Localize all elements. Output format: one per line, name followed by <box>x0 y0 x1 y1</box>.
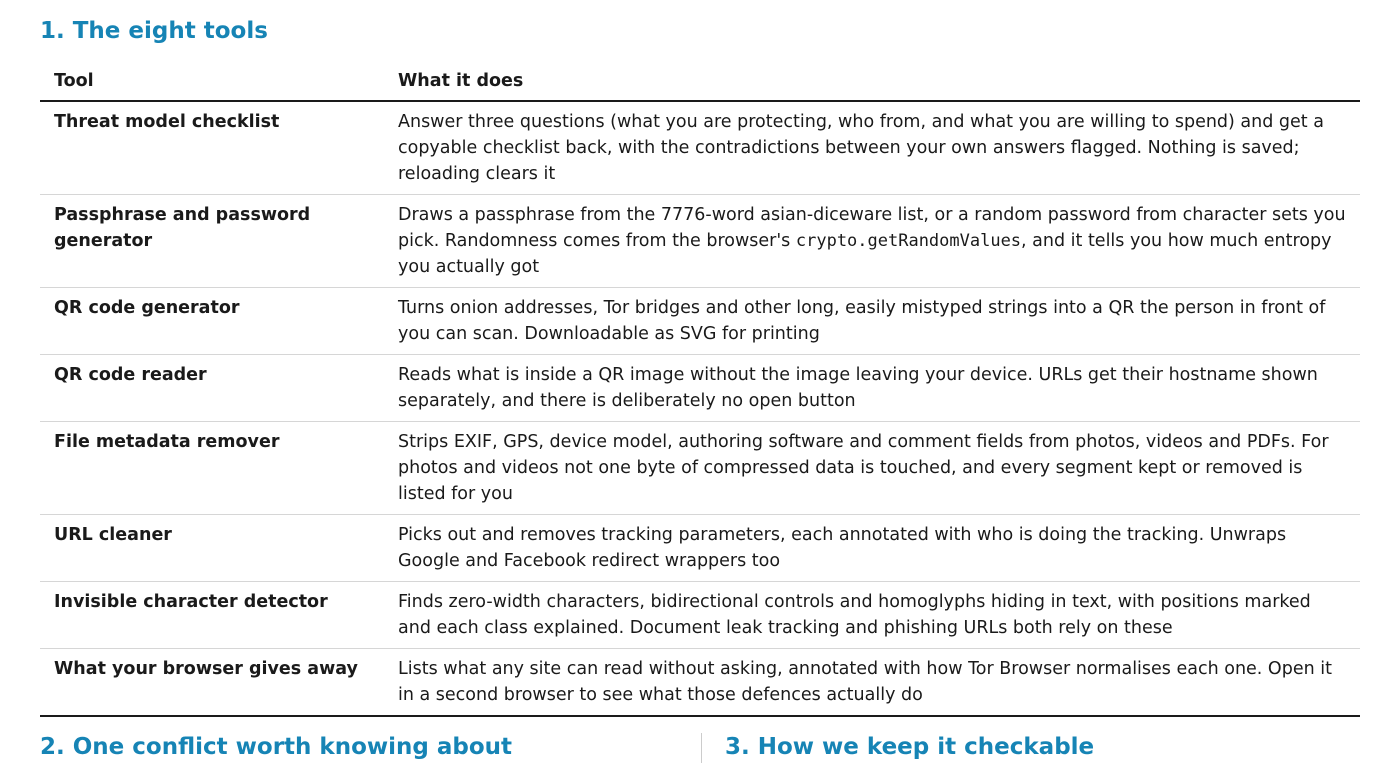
table-row <box>40 355 1360 422</box>
tool-description: Turns onion addresses, Tor bridges and other long, easily mistyped strings into a QR the person in front of you can scan. Downloadable as SVG for printing <box>384 288 1360 355</box>
table-header-row <box>40 64 1360 101</box>
column-header-tool: Tool <box>40 64 384 101</box>
tool-description: Answer three questions (what you are protecting, who from, and what you are willing to spend) and get a copyable checklist back, with the contradictions between your own answers flagged. Nothing is saved; reloading clears it <box>384 101 1360 195</box>
tool-description: Finds zero-width characters, bidirectional controls and homoglyphs hiding in text, with positions marked and each class explained. Document leak tracking and phishing URLs both rely on these <box>384 582 1360 649</box>
tool-name: Invisible character detector <box>40 582 384 649</box>
table-row <box>40 422 1360 515</box>
code-snippet: crypto.getRandomValues <box>795 231 1022 251</box>
tool-name: URL cleaner <box>40 515 384 582</box>
section-heading-checkable: 3. How we keep it checkable <box>725 734 1095 760</box>
table-row <box>40 582 1360 649</box>
tool-description: Reads what is inside a QR image without the image leaving your device. URLs get their hostname shown separately, and there is deliberately no open button <box>384 355 1360 422</box>
tool-description <box>384 195 1360 288</box>
table-row <box>40 649 1360 717</box>
tool-name: Threat model checklist <box>40 101 384 195</box>
description-text: , and it tells you how much entropy you actually got <box>398 231 1332 277</box>
next-sections-row <box>40 733 1360 763</box>
tool-description: Lists what any site can read without asking, annotated with how Tor Browser normalises each one. Open it in a second browser to see what those defences actually do <box>384 649 1360 717</box>
table-row <box>40 288 1360 355</box>
tool-name: What your browser gives away <box>40 649 384 717</box>
tool-name: Passphrase and password generator <box>40 195 384 288</box>
tools-table <box>40 64 1360 717</box>
table-row <box>40 515 1360 582</box>
section-heading-conflict: 2. One conflict worth knowing about <box>40 734 513 760</box>
description-text: Draws a passphrase from the 7776-word asian-diceware list, or a random password from character sets you pick. Randomness comes from the browser's <box>398 205 1346 251</box>
tool-name: QR code generator <box>40 288 384 355</box>
tool-description: Picks out and removes tracking parameters, each annotated with who is doing the tracking. Unwraps Google and Facebook redirect wrappers too <box>384 515 1360 582</box>
section-heading-eight-tools: 1. The eight tools <box>40 18 268 44</box>
column-header-what-it-does: What it does <box>384 64 1360 101</box>
table-row <box>40 195 1360 288</box>
tool-name: QR code reader <box>40 355 384 422</box>
column-divider <box>701 733 702 763</box>
tool-name: File metadata remover <box>40 422 384 515</box>
tool-description: Strips EXIF, GPS, device model, authoring software and comment fields from photos, videos and PDFs. For photos and videos not one byte of compressed data is touched, and every segment kept or removed is listed for you <box>384 422 1360 515</box>
table-row <box>40 101 1360 195</box>
